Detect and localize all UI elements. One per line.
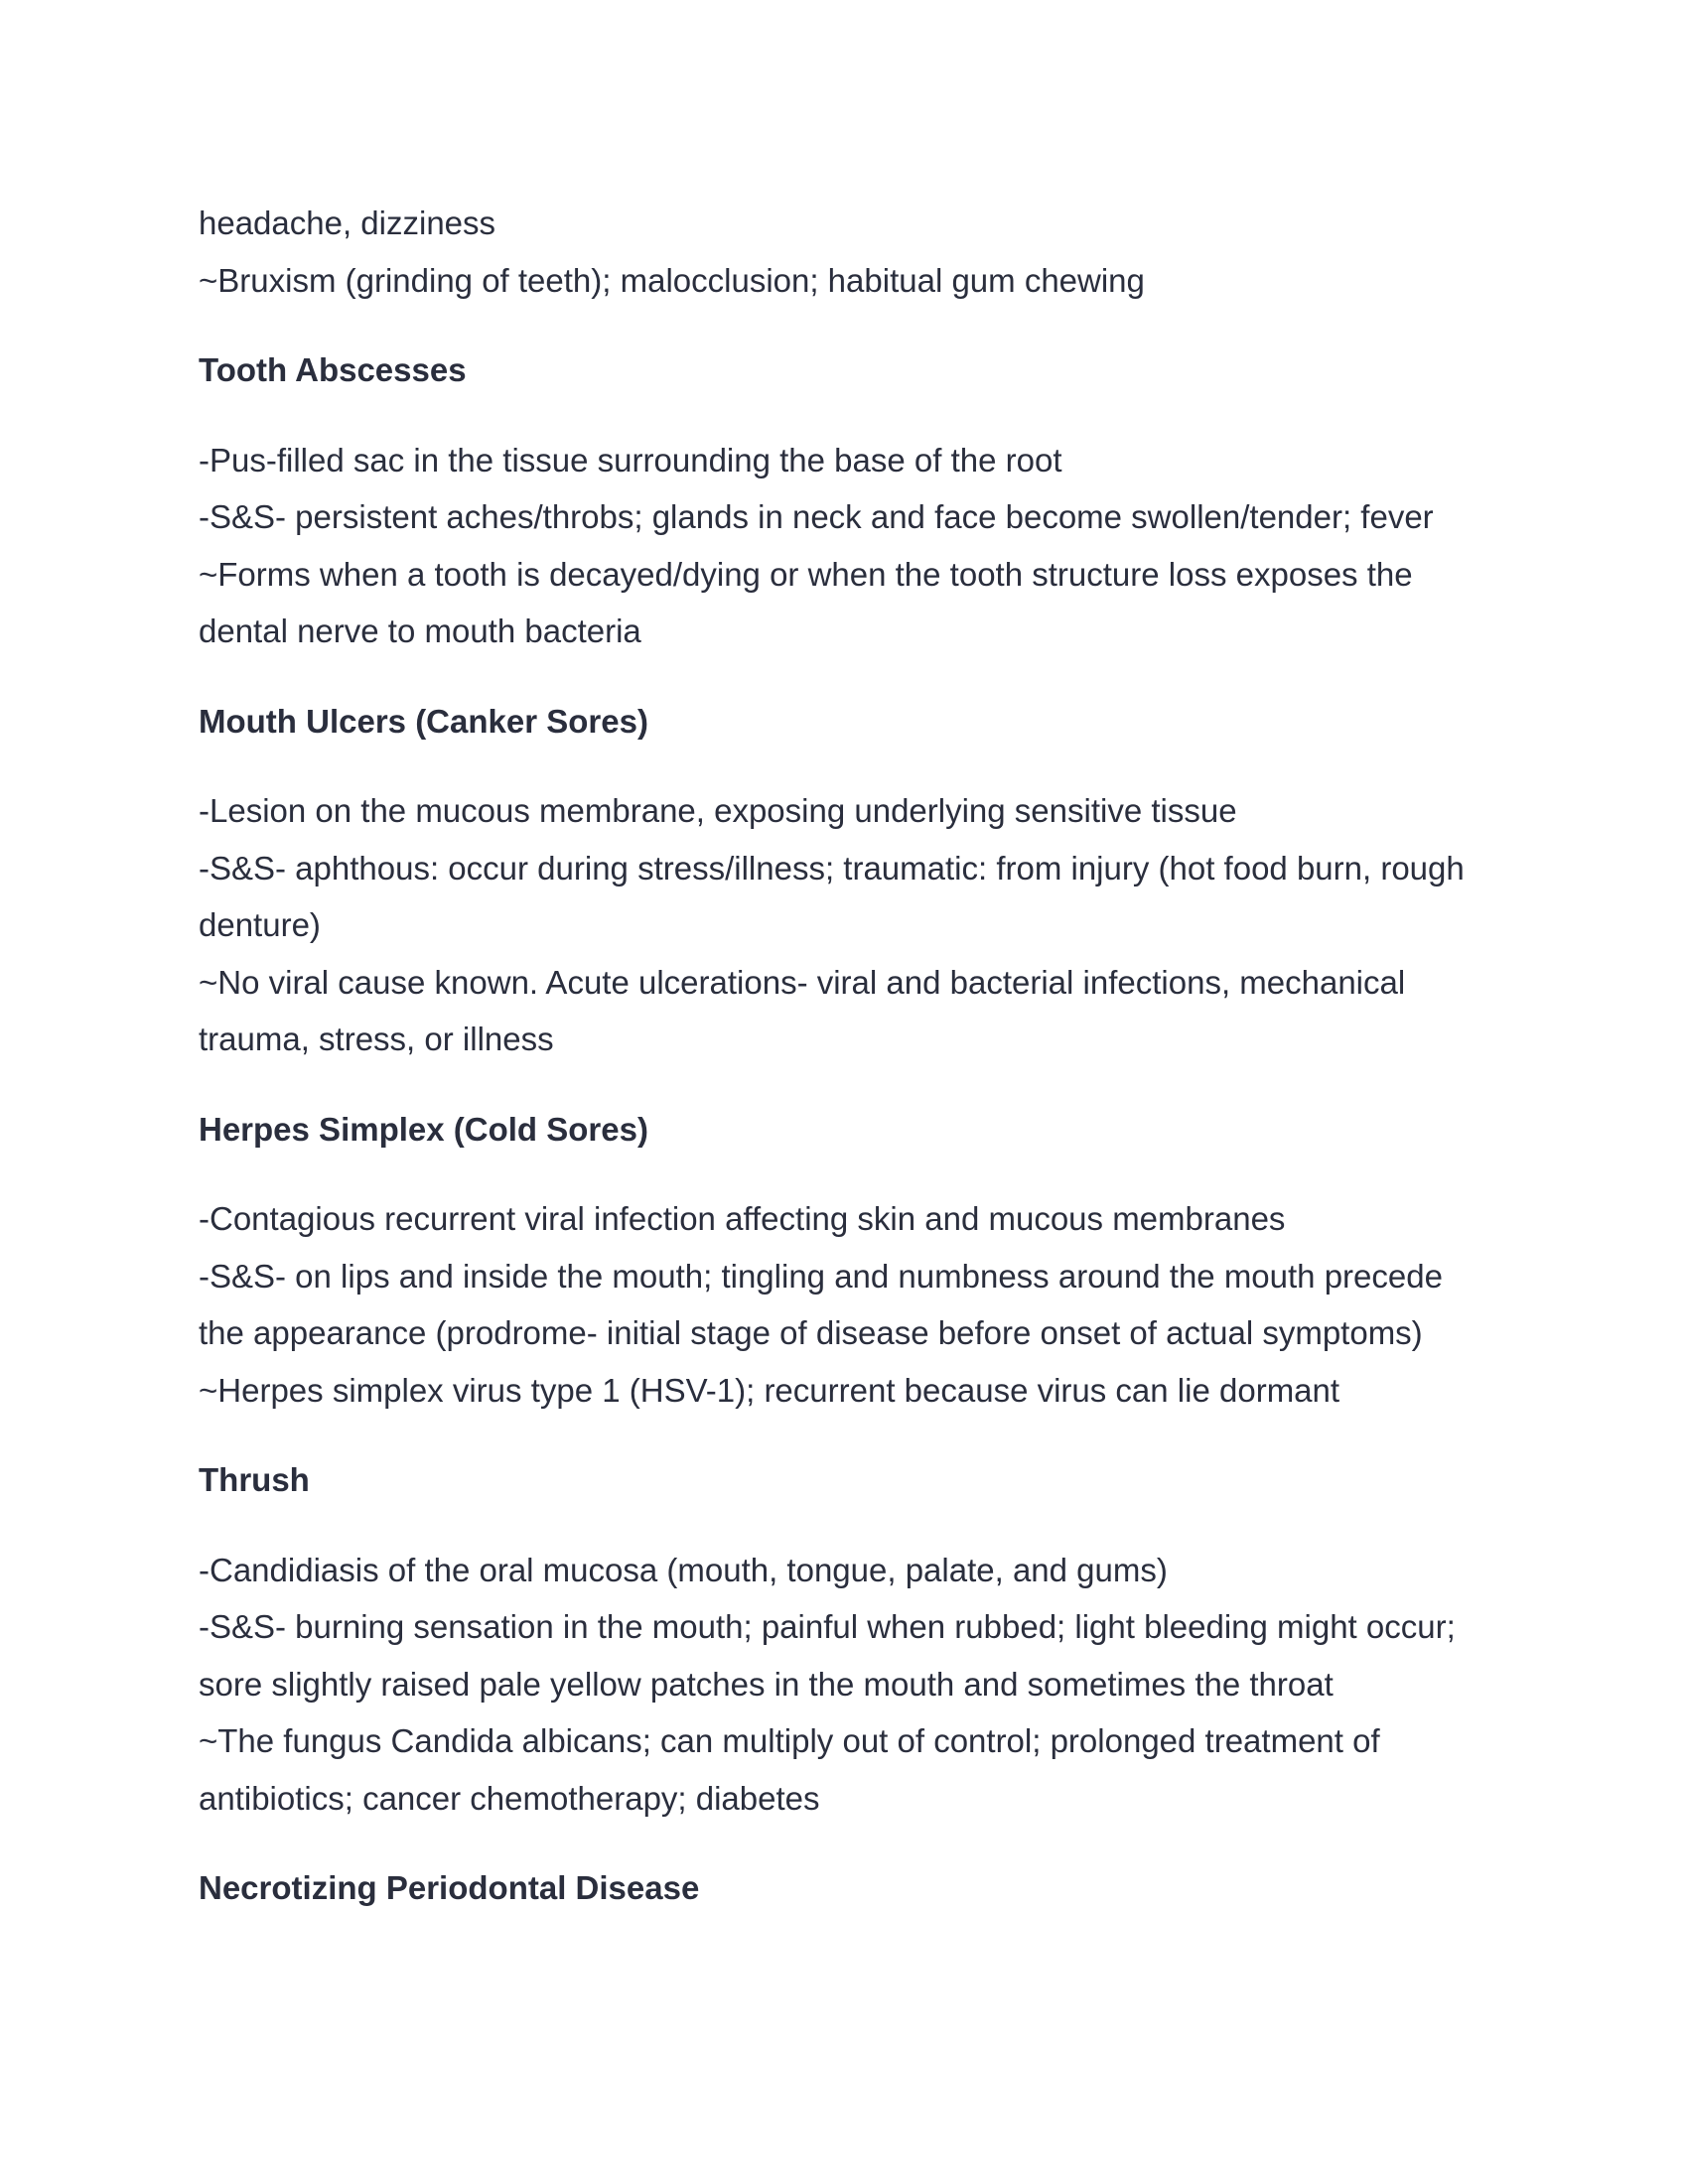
text-line: headache, dizziness [199,205,496,241]
text-line: ~Bruxism (grinding of teeth); malocclusion; habitual gum chewing [199,261,1145,299]
text-line: antibiotics; cancer chemotherapy; diabetes [199,1779,820,1817]
section-heading: Necrotizing Periodontal Disease [199,1869,700,1906]
text-line: -Pus-filled sac in the tissue surrounding the base of the root [199,441,1062,478]
text-line: -S&S- aphthous: occur during stress/illness; traumatic: from injury (hot food burn, rough [199,849,1465,887]
intro-block [199,195,1509,309]
text-line: ~Forms when a tooth is decayed/dying or when the tooth structure loss exposes the [199,555,1413,593]
section-thrush [199,1451,1509,1827]
text-line: ~Herpes simplex virus type 1 (HSV-1); recurrent because virus can lie dormant [199,1371,1340,1409]
section-heading: Herpes Simplex (Cold Sores) [199,1110,648,1148]
section-tooth-abscesses [199,341,1509,660]
text-line: ~The fungus Candida albicans; can multiply out of control; prolonged treatment of [199,1722,1380,1759]
section-heading: Tooth Abscesses [199,351,467,388]
text-line: the appearance (prodrome- initial stage of disease before onset of actual symptoms) [199,1314,1423,1351]
text-line: -Candidiasis of the oral mucosa (mouth, tongue, palate, and gums) [199,1551,1168,1588]
text-line: ~No viral cause known. Acute ulcerations- viral and bacterial infections, mechanical [199,963,1406,1001]
text-line: denture) [199,906,321,943]
text-line: -S&S- on lips and inside the mouth; tingling and numbness around the mouth precede [199,1257,1443,1295]
text-line: -S&S- persistent aches/throbs; glands in neck and face become swollen/tender; fever [199,498,1434,535]
section-mouth-ulcers [199,693,1509,1068]
section-necrotizing-periodontal [199,1859,1509,1917]
text-line: -Contagious recurrent viral infection affecting skin and mucous membranes [199,1200,1286,1237]
section-heading: Thrush [199,1461,310,1498]
section-heading: Mouth Ulcers (Canker Sores) [199,702,648,740]
document-page [199,195,1509,1950]
text-line: trauma, stress, or illness [199,1021,554,1057]
text-line: sore slightly raised pale yellow patches in the mouth and sometimes the throat [199,1665,1334,1703]
text-line: -Lesion on the mucous membrane, exposing underlying sensitive tissue [199,792,1237,829]
text-line: dental nerve to mouth bacteria [199,613,641,649]
section-herpes-simplex [199,1101,1509,1420]
text-line: -S&S- burning sensation in the mouth; painful when rubbed; light bleeding might occur; [199,1608,1456,1645]
